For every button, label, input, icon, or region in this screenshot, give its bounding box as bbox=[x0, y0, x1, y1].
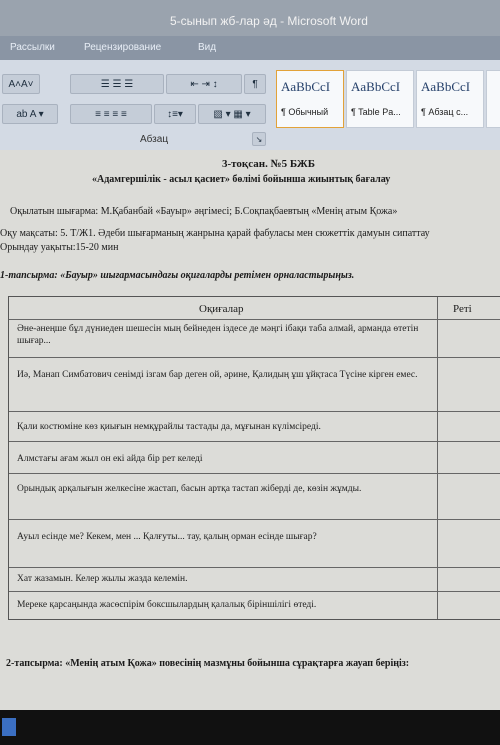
style-name: ¶ Обычный bbox=[281, 107, 329, 117]
table-row[interactable]: Иә, Манап Симбатович сенімді ізгам бар деген ой, әрине, Қалидың ұш ұйқтаса Түсіне кірген емес. bbox=[17, 370, 418, 380]
tab-review[interactable]: Рецензирование bbox=[84, 42, 162, 53]
row-divider bbox=[9, 567, 500, 568]
doc-heading: 3-тоқсан. №5 БЖБ bbox=[222, 158, 316, 170]
document-page[interactable] bbox=[0, 150, 500, 710]
font-color-icon[interactable]: ab A ▾ bbox=[2, 104, 58, 124]
goal-line: Оқу мақсаты: 5. Т/Ж1. Әдеби шығарманың жанрына қарай фабуласы мен сюжеттік дамуын сипаттау bbox=[0, 228, 430, 239]
col-header-order: Реті bbox=[453, 303, 472, 315]
row-divider bbox=[9, 357, 500, 358]
row-divider bbox=[9, 591, 500, 592]
style-name: ¶ Table Pa... bbox=[351, 107, 401, 117]
style-name: ¶ Абзац с... bbox=[421, 107, 469, 117]
table-row[interactable]: Мереке қарсаңында жасөспірім боксшылардың қалалық біріншілігі өтеді. bbox=[17, 600, 317, 610]
row-divider bbox=[9, 473, 500, 474]
paragraph-group-label: Абзац bbox=[140, 134, 169, 145]
shading-border-icon[interactable]: ▧ ▾ ▦ ▾ bbox=[198, 104, 266, 124]
indent-icon[interactable]: ⇤ ⇥ ↕ bbox=[166, 74, 242, 94]
style-sample: AaBbCcI bbox=[351, 79, 401, 94]
line-spacing-icon[interactable]: ↕≡▾ bbox=[154, 104, 196, 124]
events-table bbox=[8, 296, 500, 620]
tab-view[interactable]: Вид bbox=[198, 42, 217, 53]
table-row[interactable]: Әне-әнеңше бұл дүниеден шешесін мың бейнеден іздесе де мәңгі ібақи таба алмай, арманда өтетін шығар... bbox=[17, 324, 419, 346]
ribbon bbox=[0, 60, 500, 150]
task2-heading: 2-тапсырма: «Менің атым Қожа» повесінің мазмұны бойынша сұрақтарға жауап беріңіз: bbox=[6, 658, 410, 669]
window-title: 5-сынып жб-лар əд - Microsoft Word bbox=[170, 14, 368, 28]
pilcrow-icon[interactable]: ¶ bbox=[244, 74, 266, 94]
column-divider bbox=[437, 297, 438, 619]
dialog-launcher-icon[interactable]: ↘ bbox=[252, 132, 266, 146]
grow-font-icon[interactable]: A˄A˅ bbox=[2, 74, 40, 94]
table-row[interactable]: Қали костюміне көз қиығын немқұрайлы тастады да, мұғынан күлімсіреді. bbox=[17, 422, 321, 432]
row-divider bbox=[9, 411, 500, 412]
task1-heading: 1-тапсырма: «Бауыр» шығармасындағы оқиғаларды ретімен орналастырыңыз. bbox=[0, 270, 355, 281]
table-row[interactable]: Алмстағы ағам жыл он екі айда бір рет келеді bbox=[17, 454, 203, 464]
list-bullets-icon[interactable]: ☰ ☰ ☰ bbox=[70, 74, 164, 94]
style-table-paragraph[interactable] bbox=[346, 70, 414, 128]
doc-subheading: «Адамгершілік - асыл қасиет» бөлімі бойынша жиынтық бағалау bbox=[92, 174, 391, 185]
row-divider bbox=[9, 441, 500, 442]
title-bar bbox=[0, 0, 500, 36]
row-divider bbox=[9, 519, 500, 520]
style-sample: AaBbCcI bbox=[421, 79, 471, 94]
ribbon-tabs bbox=[0, 36, 500, 60]
works-line: Оқылатын шығарма: М.Қабанбай «Бауыр» әңгімесі; Б.Соқпақбаевтың «Менің атым Қожа» bbox=[10, 206, 398, 217]
style-more[interactable] bbox=[486, 70, 500, 128]
table-row[interactable]: Хат жазамын. Келер жылы жазда келемін. bbox=[17, 574, 188, 584]
row-divider bbox=[9, 319, 500, 320]
taskbar bbox=[0, 710, 500, 745]
align-icon[interactable]: ≡ ≡ ≡ ≡ bbox=[70, 104, 152, 124]
table-row[interactable]: Ауыл есінде ме? Кекем, мен ... Қалғуты... тау, қалың орман есінде шығар? bbox=[17, 532, 317, 542]
style-normal[interactable] bbox=[276, 70, 344, 128]
table-row[interactable]: Орындық арқалығын желкесіне жастап, басын артқа тастап жіберді де, көзін жұмды. bbox=[17, 484, 362, 494]
col-header-events: Оқиғалар bbox=[199, 303, 244, 315]
style-sample: AaBbCcI bbox=[281, 79, 331, 94]
style-list-paragraph[interactable] bbox=[416, 70, 484, 128]
time-line: Орындау уақыты:15-20 мин bbox=[0, 242, 119, 253]
tab-mailings[interactable]: Рассылки bbox=[10, 42, 55, 53]
word-taskbar-icon[interactable] bbox=[2, 718, 16, 736]
